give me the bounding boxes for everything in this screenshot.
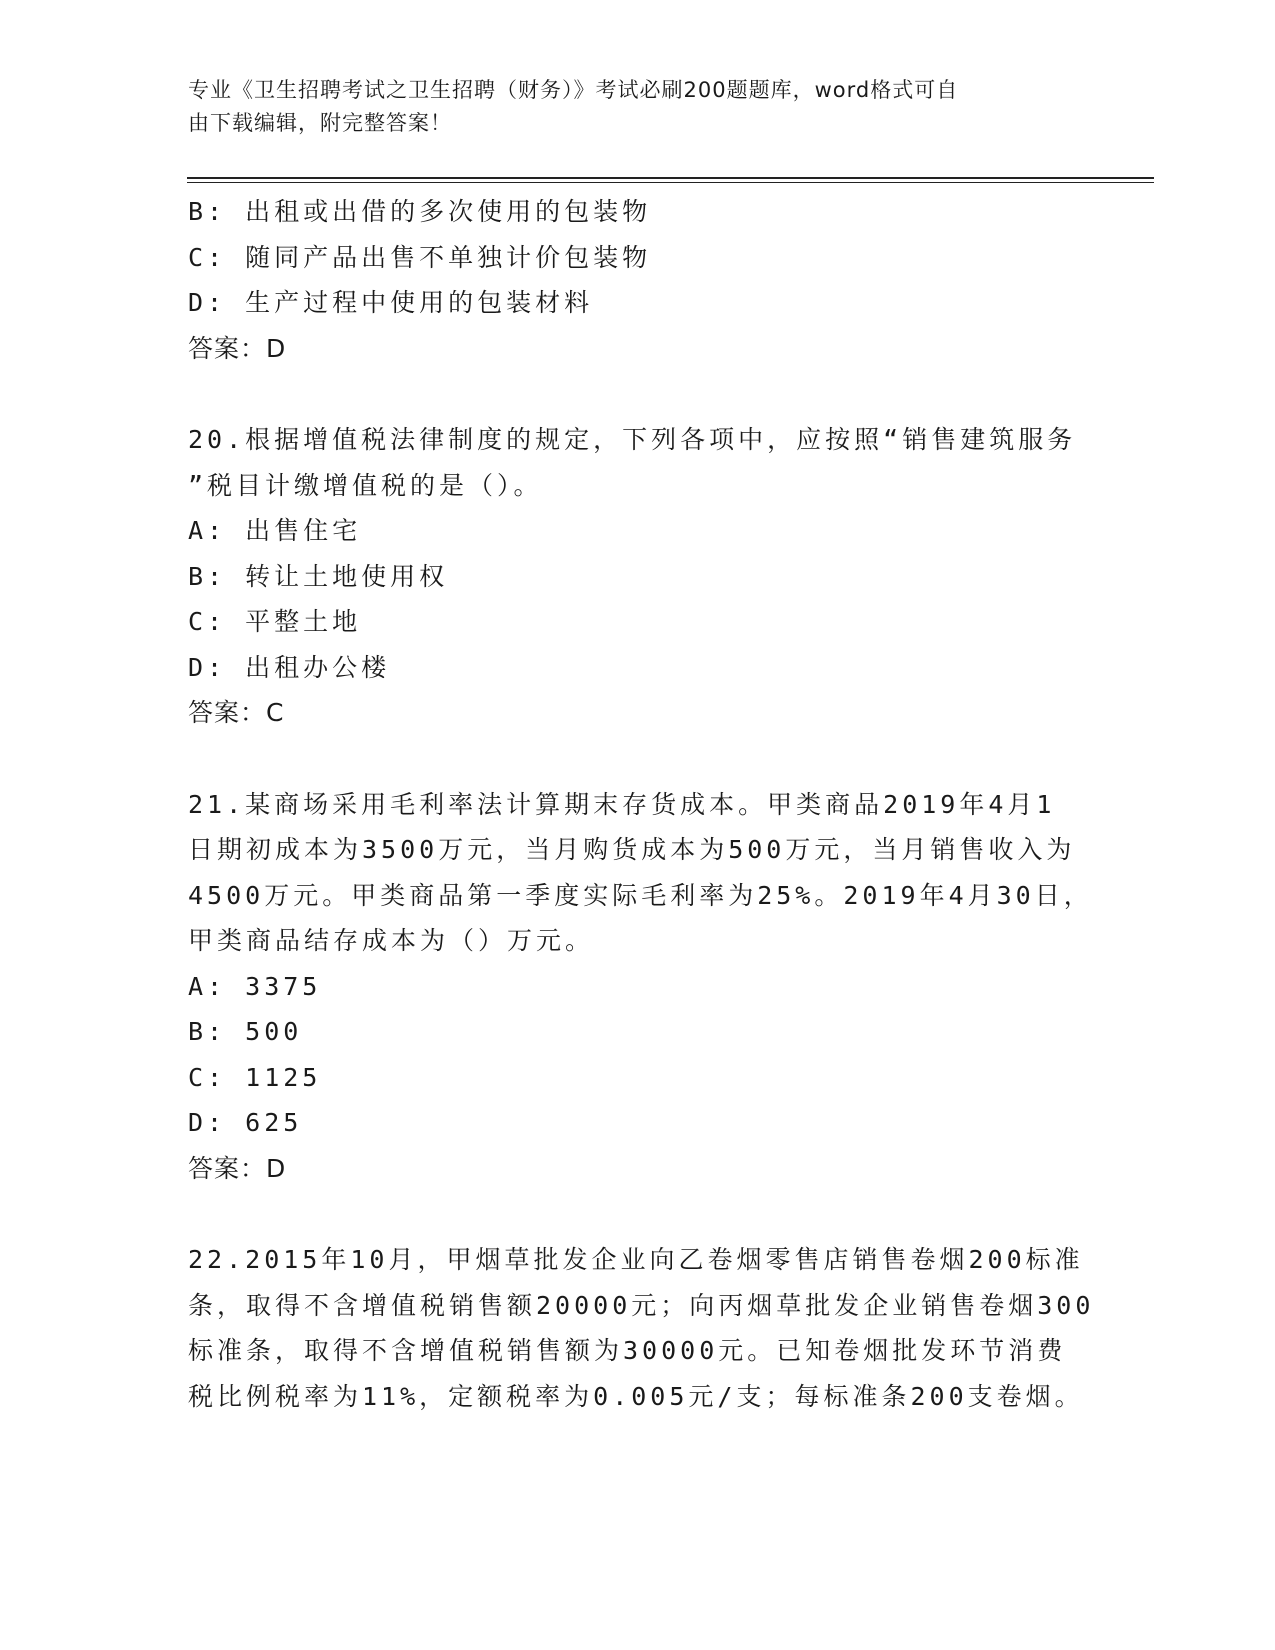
question-content (188, 189, 1095, 1419)
option-b: B: 转让土地使用权 (188, 561, 449, 591)
question-20 (188, 417, 1088, 736)
option-c: C: 1125 (188, 1062, 322, 1092)
document-header (188, 74, 1068, 140)
option-c: C: 平整土地 (188, 607, 362, 636)
header-divider-thin (187, 182, 1154, 183)
option-d: D: 生产过程中使用的包装材料 (188, 288, 594, 317)
question-stem-line: 21.某商场采用毛利率法计算期末存货成本。甲类商品2019年4月1 (188, 789, 1056, 819)
option-d: D: 625 (188, 1108, 303, 1137)
question-21 (188, 782, 1093, 1192)
question-22 (188, 1237, 1095, 1419)
question-stem-line: 日期初成本为3500万元，当月购货成本为500万元，当月销售收入为 (188, 835, 1076, 864)
question-stem-line: 标准条，取得不含增值税销售额为30000元。已知卷烟批发环节消费 (188, 1336, 1067, 1365)
answer-label: 答案：D (188, 1153, 287, 1183)
option-a: A: 3375 (188, 971, 322, 1001)
question-stem-line: 22.2015年10月，甲烟草批发企业向乙卷烟零售店销售卷烟200标准 (188, 1245, 1084, 1274)
answer-label: 答案：D (188, 333, 287, 363)
question-stem-line: 条，取得不含增值税销售额20000元；向丙烟草批发企业销售卷烟300 (188, 1290, 1095, 1320)
question-19 (188, 189, 1088, 371)
question-stem-line: 4500万元。甲类商品第一季度实际毛利率为25%。2019年4月30日， (188, 880, 1093, 910)
header-line-2: 由下载编辑，附完整答案！ (188, 111, 452, 135)
option-b: B: 出租或出借的多次使用的包装物 (188, 197, 652, 226)
header-line-1: 专业《卫生招聘考试之卫生招聘（财务）》考试必刷200题题库，word格式可自 (188, 78, 959, 102)
question-stem-line: 税比例税率为11%，定额税率为0.005元/支；每标准条200支卷烟。 (188, 1381, 1084, 1411)
header-divider-thick (187, 177, 1154, 179)
option-d: D: 出租办公楼 (188, 652, 391, 682)
option-c: C: 随同产品出售不单独计价包装物 (188, 242, 652, 272)
question-stem-line: 甲类商品结存成本为（）万元。 (188, 926, 595, 955)
option-b: B: 500 (188, 1017, 303, 1046)
option-a: A: 出售住宅 (188, 516, 362, 545)
question-stem-line: ”税目计缴增值税的是（）。 (188, 470, 543, 500)
question-stem-line: 20.根据增值税法律制度的规定，下列各项中，应按照“销售建筑服务 (188, 425, 1077, 454)
answer-label: 答案：C (188, 698, 285, 727)
